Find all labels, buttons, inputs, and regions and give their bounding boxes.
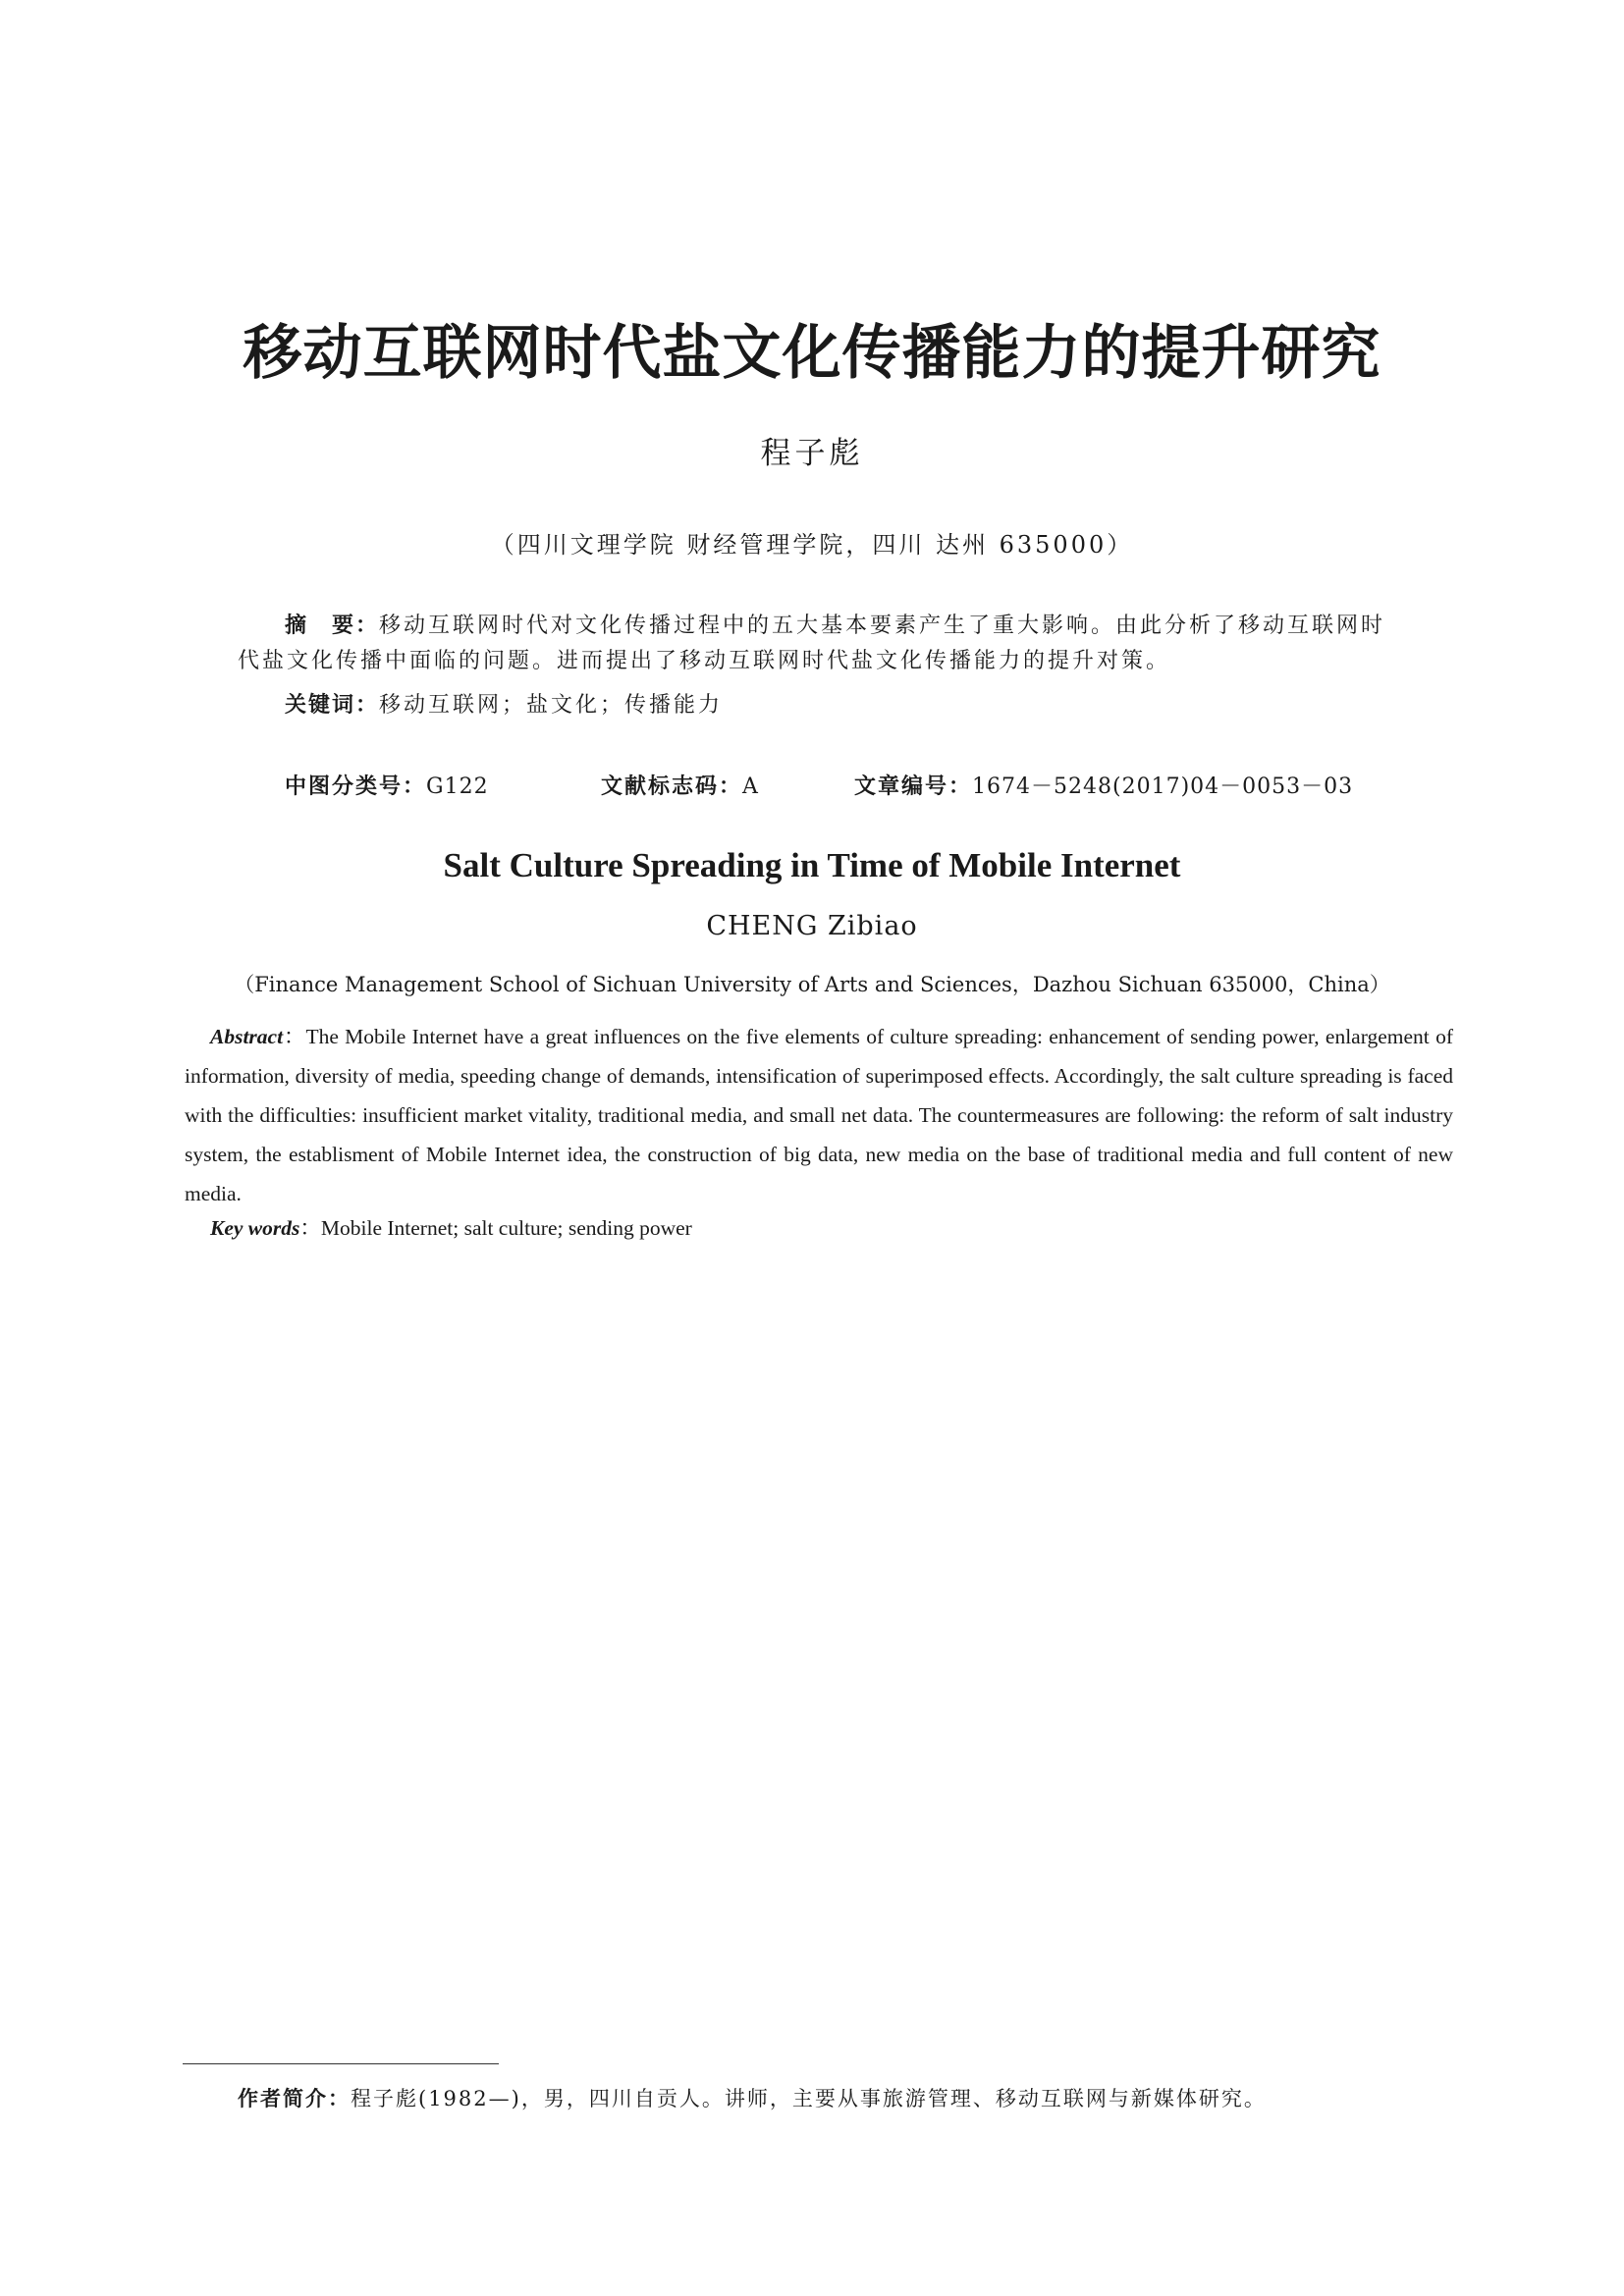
article-id-value: 1674－5248(2017)04－0053－03 <box>972 774 1354 799</box>
abstract-label-en: Abstract <box>210 1025 284 1048</box>
keywords-label-cn: 关键词： <box>285 693 380 718</box>
clc-value: G122 <box>426 774 489 799</box>
keywords-en <box>210 1211 692 1242</box>
affiliation-cn: （四川文理学院 财经管理学院，四川 达州 635000） <box>490 531 1134 559</box>
author-name-cn: 程子彪 <box>760 436 864 471</box>
keywords-text-en: Mobile Internet; salt culture; sending power <box>320 1216 692 1240</box>
author-footnote <box>238 2083 1267 2112</box>
keywords-label-en: Key words <box>210 1216 300 1240</box>
keywords-cn <box>285 688 723 723</box>
clc-label: 中图分类号： <box>285 774 427 799</box>
author-name-en: CHENG Zibiao <box>706 911 918 941</box>
keywords-sep-en: ： <box>299 1216 321 1240</box>
keywords-text-cn: 移动互联网；盐文化；传播能力 <box>379 693 724 718</box>
footnote-divider <box>183 2063 499 2064</box>
document-code-value: A <box>742 774 759 799</box>
abstract-text-cn: 移动互联网时代对文化传播过程中的五大基本要素产生了重大影响。由此分析了移动互联网时代盐文化传播中面临的问题。进而提出了移动互联网时代盐文化传播能力的提升对策。 <box>238 614 1386 673</box>
affiliation-en: （Finance Management School of Sichuan University of Arts and Sciences，Dazhou Sichuan 635000，China） <box>234 973 1390 996</box>
abstract-sep-en: ： <box>283 1025 306 1048</box>
abstract-text-en: The Mobile Internet have a great influences on the five elements of culture spreading: enhancement of sending power, enlargement of information, diversity of media, speeding change of demands, intensification of superimposed effects. Accordingly, the salt culture spreading is faced with the difficulties: insufficient market vitality, traditional media, and small net data. The countermeasures are following: the reform of salt industry system, the establisment of Mobile Internet idea, the construction of big data, new media on the base of traditional media and full content of new media. <box>185 1025 1453 1205</box>
abstract-label-cn: 摘 要： <box>285 614 380 638</box>
clc-number <box>285 770 489 800</box>
paper-title-en: Salt Culture Spreading in Time of Mobile Internet <box>443 846 1181 884</box>
abstract-cn <box>238 609 1406 679</box>
footnote-text: 程子彪(1982—)，男，四川自贡人。讲师，主要从事旅游管理、移动互联网与新媒体研究。 <box>351 2087 1267 2110</box>
article-id <box>854 770 1353 800</box>
abstract-en <box>185 1017 1453 1213</box>
footnote-label: 作者简介： <box>238 2087 351 2110</box>
article-id-label: 文章编号： <box>854 774 973 799</box>
paper-title-cn: 移动互联网时代盐文化传播能力的提升研究 <box>243 319 1381 388</box>
document-code <box>601 770 759 800</box>
document-code-label: 文献标志码： <box>601 774 743 799</box>
